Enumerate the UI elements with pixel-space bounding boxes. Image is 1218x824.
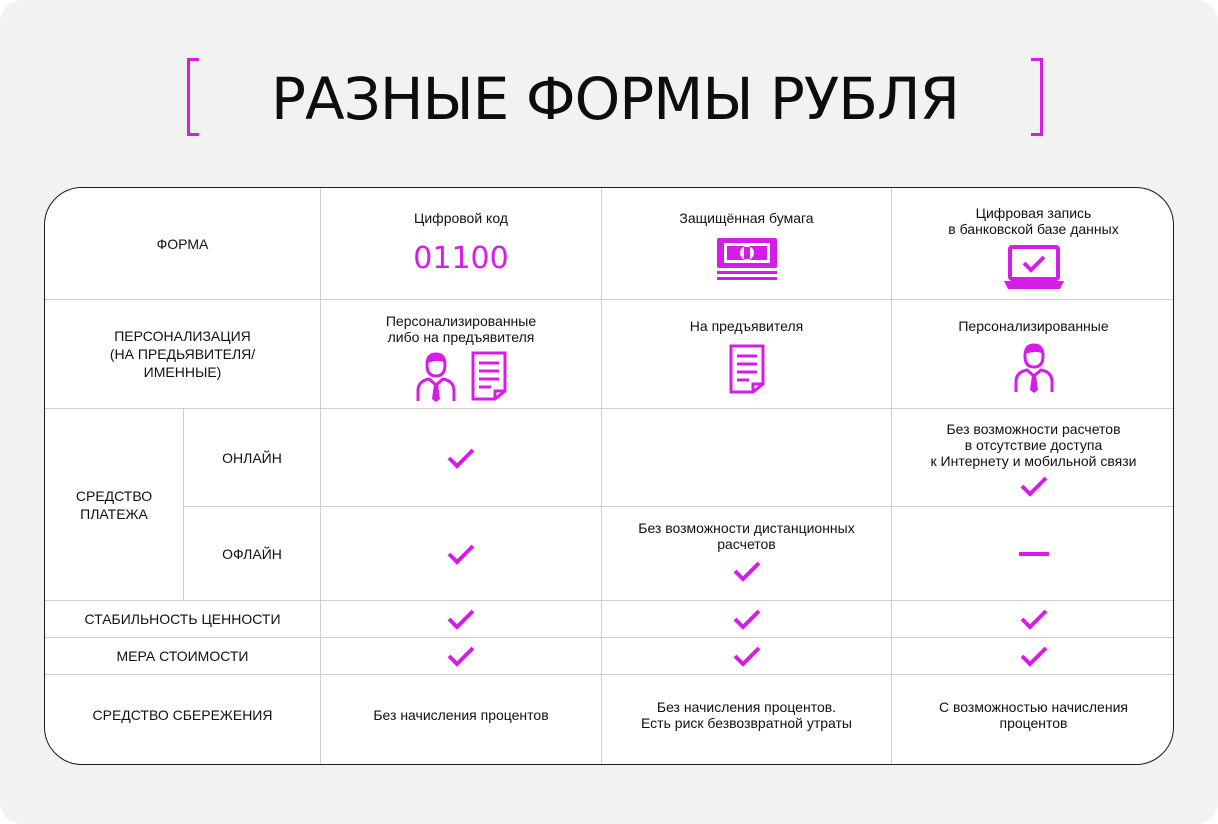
- cell-measure-digital: [321, 638, 601, 674]
- cell-text: С возможностью начисления процентов: [939, 699, 1128, 731]
- row-label-savings: [45, 675, 320, 755]
- cell-form-paper: [602, 188, 891, 299]
- cell-online-bank: [892, 409, 1174, 506]
- right-bracket: [1031, 58, 1043, 136]
- cell-savings-bank: [892, 675, 1174, 755]
- cell-text: Без возможности расчетов в отсутствие доступа к Интернету и мобильной связи: [930, 421, 1137, 469]
- row-label-text: СТАБИЛЬНОСТЬ ЦЕННОСТИ: [84, 611, 281, 627]
- check-icon: [732, 645, 762, 667]
- cell-text: Персонализированные: [958, 318, 1109, 334]
- check-icon: [732, 608, 762, 630]
- cell-stability-paper: [602, 601, 891, 637]
- cell-savings-paper: [602, 675, 891, 755]
- column-header-bank: Цифровая запись в банковской базе данных: [948, 205, 1119, 237]
- row-label-text: МЕРА СТОИМОСТИ: [116, 648, 249, 664]
- row-label-personalization: [45, 300, 320, 408]
- column-header-paper: Защищённая бумага: [679, 210, 814, 226]
- cell-personalization-paper: [602, 300, 891, 408]
- cell-online-digital: [321, 409, 601, 506]
- title-block: [187, 58, 1043, 138]
- cell-personalization-bank: [892, 300, 1174, 408]
- sublabel-text: ОФЛАЙН: [222, 545, 282, 562]
- cell-offline-bank: [892, 507, 1174, 600]
- row-label-stability: [45, 601, 320, 637]
- laptop-check-icon: [1002, 245, 1066, 291]
- row-label-payment: [45, 409, 183, 600]
- document-icon: [471, 351, 507, 401]
- check-icon: [446, 447, 476, 469]
- cell-text: На предъявителя: [689, 318, 804, 334]
- person-icon: [1013, 342, 1055, 394]
- cell-offline-paper: [602, 507, 891, 600]
- dash-icon: [1019, 552, 1049, 556]
- cell-text: Без начисления процентов. Есть риск безвозвратной утраты: [641, 699, 852, 731]
- check-icon: [1019, 475, 1049, 497]
- check-icon: [1019, 645, 1049, 667]
- cell-online-paper: [602, 409, 891, 506]
- column-header-digital: Цифровой код: [414, 210, 508, 226]
- person-icon: [415, 351, 457, 403]
- cell-measure-bank: [892, 638, 1174, 674]
- cell-text: Без возможности дистанционных расчетов: [638, 520, 855, 552]
- sublabel-offline: [184, 507, 320, 600]
- row-label-text: СРЕДСТВО СБЕРЕЖЕНИЯ: [92, 707, 273, 723]
- cell-personalization-digital: [321, 300, 601, 408]
- banknotes-icon: [715, 236, 779, 282]
- check-icon: [732, 560, 762, 582]
- sublabel-online: [184, 409, 320, 506]
- check-icon: [1019, 608, 1049, 630]
- row-label-text: ФОРМА: [156, 235, 209, 252]
- digital-code-value: 01100: [413, 241, 509, 276]
- cell-offline-digital: [321, 507, 601, 600]
- check-icon: [446, 608, 476, 630]
- check-icon: [446, 543, 476, 565]
- row-label-measure: [45, 638, 320, 674]
- row-label-text: СРЕДСТВО ПЛАТЕЖА: [75, 487, 153, 522]
- cell-text: Без начисления процентов: [373, 707, 549, 723]
- cell-savings-digital: [321, 675, 601, 755]
- document-icon: [729, 344, 765, 394]
- sublabel-text: ОНЛАЙН: [222, 449, 282, 466]
- check-icon: [446, 645, 476, 667]
- cell-stability-digital: [321, 601, 601, 637]
- cell-measure-paper: [602, 638, 891, 674]
- cell-form-bank: [892, 188, 1174, 299]
- cell-stability-bank: [892, 601, 1174, 637]
- comparison-table: [44, 187, 1174, 765]
- cell-text: Персонализированные либо на предъявителя: [385, 313, 537, 345]
- page-title: РАЗНЫЕ ФОРМЫ РУБЛЯ: [271, 65, 959, 133]
- row-label-form: [45, 188, 320, 299]
- cell-form-digital: [321, 188, 601, 299]
- row-label-text: ПЕРСОНАЛИЗАЦИЯ (НА ПРЕДЬЯВИТЕЛЯ/ ИМЕННЫЕ): [109, 328, 256, 380]
